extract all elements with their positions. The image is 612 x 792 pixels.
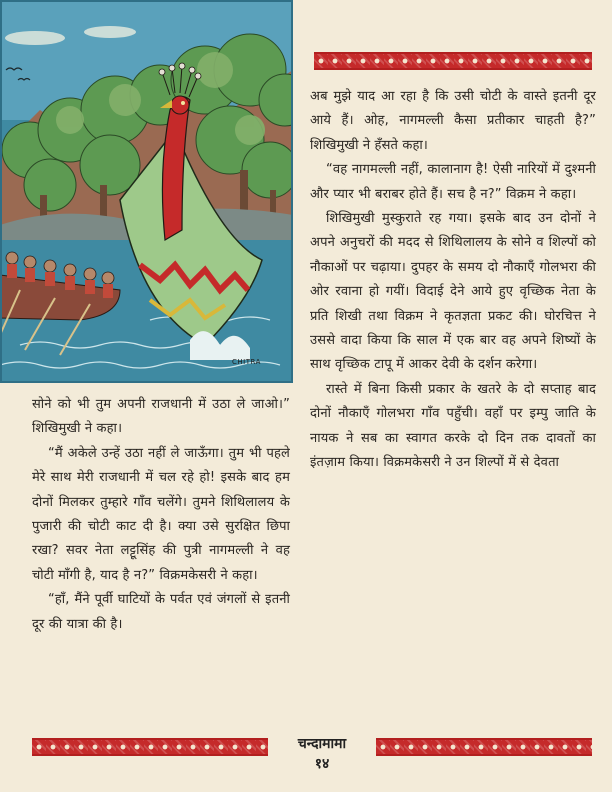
decorative-border-bottom-left [32, 738, 268, 756]
paragraph: “हाँ, मैंने पूर्वी घाटियों के पर्वत एवं जंगलों से इतनी दूर की यात्रा की है। [32, 592, 290, 632]
right-text-column [310, 85, 596, 476]
decorative-border-top [314, 52, 592, 70]
page-number: १४ [314, 756, 330, 772]
paragraph: अब मुझे याद आ रहा है कि उसी चोटी के वास्ते इतनी दूर आये हैं। ओह, नागमल्ली कैसा प्रतीकार चाहती है?” शिखिमुखी ने हँसते कहा। [310, 89, 596, 153]
left-text-column [32, 393, 290, 637]
paragraph: “वह नागमल्ली नहीं, कालानाग है! ऐसी नारियों में दुश्मनी और प्यार भी बराबर होते हैं। सच है न?” विक्रम ने कहा। [310, 162, 596, 202]
paragraph: “मैं अकेले उन्हें उठा नहीं ले जाऊँगा। तुम भी पहले मेरे साथ मेरी राजधानी में चल रहे हो! इसके बाद हम दोनों मिलकर तुम्हारे गाँव चलेंगे। तुमने शिथिलालय के पुजारी की चोटी काट दी है। क्या उसे सुरक्षित छिपा रखा? सवर नेता लट्टूसिंह की पुत्री नागमल्ली ने वह चोटी माँगी है, याद है न?” विक्रमकेसरी ने कहा। [32, 445, 290, 583]
artist-signature: CHITRA [232, 358, 261, 366]
boat-illustration [0, 0, 293, 383]
decorative-border-bottom-right [376, 738, 592, 756]
paragraph: रास्ते में बिना किसी प्रकार के खतरे के दो सप्ताह बाद दोनों नौकाएँ गोलभरा गाँव पहुँची। वहाँ पर इम्पु जाति के नायक ने सब का स्वागत करके दो दिन तक दावतों का इंतज़ाम किया। विक्रमकेसरी ने उन शिल्पों में से देवता [310, 381, 596, 471]
paragraph: सोने को भी तुम अपनी राजधानी में उठा ले जाओ।” शिखिमुखी ने कहा। [32, 397, 290, 437]
paragraph: शिखिमुखी मुस्कुराते रह गया। इसके बाद उन दोनों ने अपने अनुचरों की मदद से शिथिलालय के सोने व शिल्पों को नौकाओं पर चढ़ाया। दुपहर के समय दो नौकाएँ गोलभरा की ओर रवाना हो गयीं। विदाई देने आये हुए वृच्छिक नेता के प्रति शिखी तथा विक्रम ने कृतज्ञता प्रकट की। घोरचित्त ने उससे वादा किया कि साल में एक बार वह अपने शिष्यों के साथ वृच्छिक टापू में आकर देवी के दर्शन करेगा। [310, 211, 596, 373]
magazine-title: चन्दामामा [297, 736, 347, 752]
boat-scene-svg [0, 0, 293, 383]
